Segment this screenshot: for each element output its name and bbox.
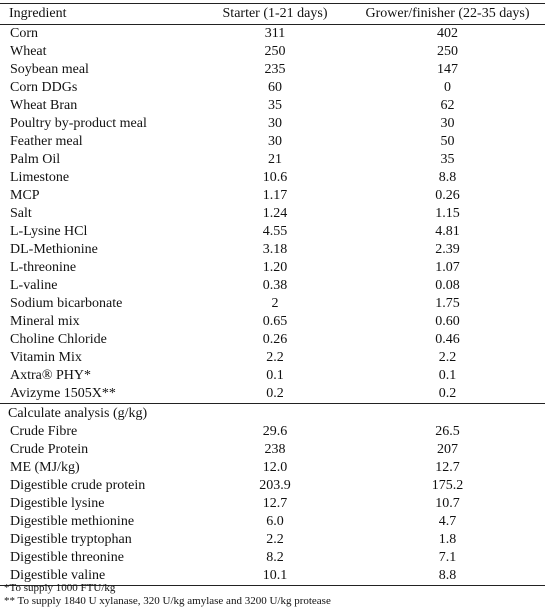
row-label: Mineral mix [10, 314, 80, 329]
row-label: Digestible tryptophan [10, 532, 132, 547]
row-label: L-Lysine HCl [10, 224, 88, 239]
grower-finisher-value: 30 [440, 116, 455, 131]
row-label: Corn DDGs [10, 80, 78, 95]
header-ingredient: Ingredient [0, 4, 200, 25]
table-row [0, 477, 545, 495]
grower-finisher-value: 0.1 [438, 368, 457, 383]
grower-finisher-value: 7.1 [438, 550, 457, 565]
grower-finisher-value: 10.7 [435, 496, 460, 511]
starter-value: 8.2 [266, 550, 284, 565]
row-label: Digestible threonine [10, 550, 124, 565]
grower-finisher-value: 35 [440, 152, 455, 167]
table-row [0, 43, 545, 61]
row-label: Wheat Bran [10, 98, 78, 113]
starter-value: 2 [271, 296, 279, 311]
starter-value: 1.17 [262, 188, 288, 203]
grower-finisher-value: 26.5 [435, 424, 460, 439]
starter-value: 30 [268, 134, 282, 149]
analysis-section-row [0, 404, 545, 424]
table-row [0, 313, 545, 331]
starter-value: 30 [268, 116, 282, 131]
grower-finisher-value: 1.8 [438, 532, 457, 547]
table-row [0, 385, 545, 404]
row-label: L-valine [10, 278, 58, 293]
footnotes [4, 582, 331, 608]
table-row [0, 115, 545, 133]
starter-value: 1.24 [262, 206, 288, 221]
starter-value: 203.9 [259, 478, 291, 493]
row-label: Sodium bicarbonate [10, 296, 123, 311]
row-label: Limestone [10, 170, 70, 185]
row-label: ME (MJ/kg) [10, 460, 80, 475]
row-label: Crude Fibre [10, 424, 78, 439]
analysis-section-label: Calculate analysis (g/kg) [0, 404, 545, 424]
table-row [0, 25, 545, 44]
starter-value: 1.20 [262, 260, 288, 275]
table-row [0, 151, 545, 169]
table-row [0, 495, 545, 513]
grower-finisher-value: 2.39 [435, 242, 460, 257]
grower-finisher-value: 0.26 [435, 188, 460, 203]
row-label: Choline Chloride [10, 332, 107, 347]
row-label: Poultry by-product meal [10, 116, 147, 131]
row-label: Soybean meal [10, 62, 89, 77]
table-row [0, 205, 545, 223]
starter-value: 60 [268, 80, 282, 95]
grower-finisher-value: 250 [437, 44, 458, 59]
row-label: Vitamin Mix [10, 350, 82, 365]
starter-value: 3.18 [262, 242, 288, 257]
grower-finisher-value: 0.46 [435, 332, 460, 347]
grower-finisher-value: 1.15 [435, 206, 460, 221]
starter-value: 12.0 [262, 460, 288, 475]
row-label: Digestible valine [0, 567, 200, 586]
table-row [0, 259, 545, 277]
table-row [0, 549, 545, 567]
table-row [0, 187, 545, 205]
row-label: L-threonine [10, 260, 77, 275]
starter-value: 10.1 [200, 567, 350, 586]
row-label: Digestible lysine [10, 496, 105, 511]
grower-finisher-value: 1.75 [435, 296, 460, 311]
starter-value: 10.6 [262, 170, 288, 185]
grower-finisher-value: 2.2 [438, 350, 457, 365]
row-label: Avizyme 1505X** [10, 386, 116, 401]
table-row [0, 97, 545, 115]
grower-finisher-value: 0.2 [438, 386, 457, 401]
starter-value: 2.2 [266, 350, 284, 365]
starter-value: 0.26 [262, 332, 288, 347]
row-label: Digestible crude protein [10, 478, 146, 493]
row-label: Crude Protein [10, 442, 89, 457]
grower-finisher-value: 12.7 [435, 460, 460, 475]
starter-value: 235 [264, 62, 286, 77]
table-row [0, 61, 545, 79]
grower-finisher-value: 1.07 [435, 260, 460, 275]
grower-finisher-value: 175.2 [431, 478, 464, 493]
table-row [0, 223, 545, 241]
header-grower-finisher: Grower/finisher (22-35 days) [350, 4, 545, 25]
table-row [0, 277, 545, 295]
grower-finisher-value: 8.8 [350, 567, 545, 586]
starter-value: 0.38 [262, 278, 288, 293]
table-row [0, 423, 545, 441]
table-row [0, 133, 545, 151]
table-row [0, 459, 545, 477]
grower-finisher-value: 0 [444, 80, 451, 95]
starter-value: 2.2 [266, 532, 284, 547]
starter-value: 311 [264, 26, 286, 41]
grower-finisher-value: 402 [437, 26, 458, 41]
table-row [0, 367, 545, 385]
grower-finisher-value: 147 [437, 62, 458, 77]
table-row [0, 349, 545, 367]
grower-finisher-value: 0.60 [435, 314, 460, 329]
row-label: DL-Methionine [10, 242, 98, 257]
starter-value: 0.2 [266, 386, 284, 401]
starter-value: 35 [268, 98, 282, 113]
row-label: Feather meal [10, 134, 83, 149]
footnote-phytase: *To supply 1000 FTU/kg [4, 582, 116, 594]
starter-value: 21 [268, 152, 282, 167]
row-label: Wheat [10, 44, 47, 59]
starter-value: 6.0 [266, 514, 284, 529]
table-header-row [0, 4, 545, 25]
row-label: Digestible methionine [10, 514, 135, 529]
table-row [0, 331, 545, 349]
grower-finisher-value: 4.81 [435, 224, 460, 239]
footnote-enzyme: ** To supply 1840 U xylanase, 320 U/kg amylase and 3200 U/kg protease [4, 595, 331, 607]
grower-finisher-value: 8.8 [438, 170, 457, 185]
starter-value: 250 [264, 44, 286, 59]
grower-finisher-value: 50 [440, 134, 455, 149]
table-row [0, 79, 545, 97]
table-row [0, 513, 545, 531]
starter-value: 0.65 [262, 314, 288, 329]
table-row [0, 169, 545, 187]
starter-value: 12.7 [262, 496, 288, 511]
starter-value: 238 [264, 442, 286, 457]
header-starter: Starter (1-21 days) [200, 4, 350, 25]
row-label: MCP [10, 188, 40, 203]
table-row [0, 295, 545, 313]
table-body [0, 25, 545, 586]
starter-value: 29.6 [262, 424, 288, 439]
table-row [0, 441, 545, 459]
starter-value: 4.55 [262, 224, 288, 239]
grower-finisher-value: 4.7 [438, 514, 457, 529]
row-label: Salt [10, 206, 32, 221]
table-row [0, 241, 545, 259]
grower-finisher-value: 0.08 [435, 278, 460, 293]
row-label: Axtra® PHY* [10, 368, 92, 383]
diet-composition-table [0, 3, 545, 586]
table-row [0, 531, 545, 549]
grower-finisher-value: 62 [440, 98, 455, 113]
row-label: Corn [10, 26, 38, 41]
grower-finisher-value: 207 [437, 442, 458, 457]
row-label: Palm Oil [10, 152, 61, 167]
starter-value: 0.1 [266, 368, 284, 383]
